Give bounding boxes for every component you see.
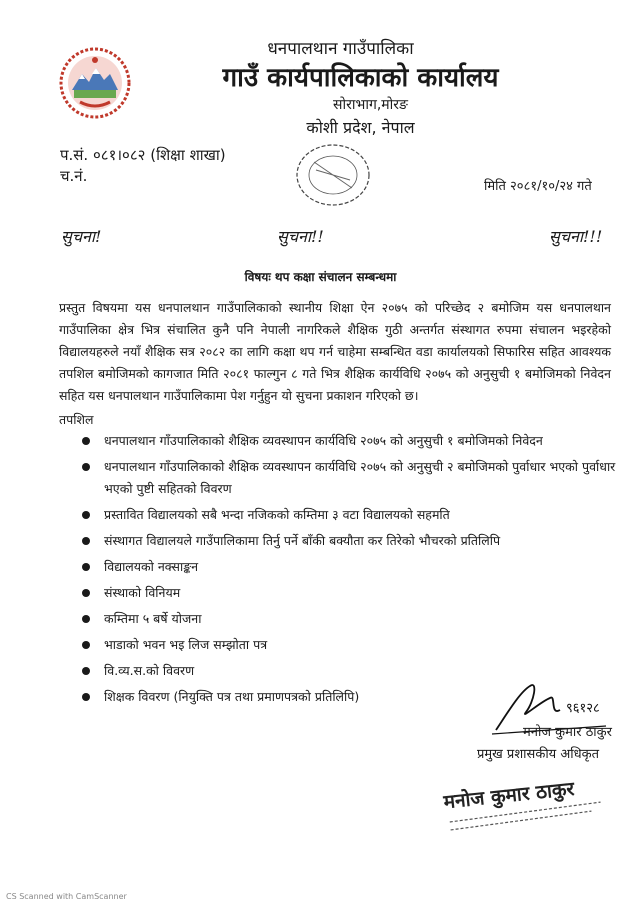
bullet-icon (82, 537, 90, 545)
reference-number: प.सं. ०८१।०८२ (शिक्षा शाखा) (60, 146, 226, 164)
bullet-icon (82, 511, 90, 519)
list-item-text: शिक्षक विवरण (नियुक्ति पत्र तथा प्रमाणपत्रको प्रतिलिपि) (104, 689, 360, 704)
office-seal-icon (292, 140, 374, 210)
notice-heading-3: सुचना!!! (549, 227, 603, 246)
list-item-text: विद्यालयको नक्साङ्कन (104, 559, 199, 574)
bullet-icon (82, 563, 90, 571)
dispatch-number: च.नं. (60, 167, 88, 185)
bullet-icon (82, 693, 90, 701)
stamp-text: मनोज कुमार ठाकुर (442, 777, 576, 814)
list-item-text: संस्थागत विद्यालयले गाउँपालिकामा तिर्नु पर्ने बाँकी बक्यौता कर तिरेको भौचरको प्रतिलिपि (104, 533, 501, 548)
list-item (82, 608, 622, 630)
list-item (82, 582, 622, 604)
scanner-watermark: CS Scanned with CamScanner (6, 892, 127, 901)
list-item (82, 556, 622, 578)
name-stamp (440, 770, 610, 832)
list-item-text: भाडाको भवन भइ लिज सम्झोता पत्र (104, 637, 268, 652)
document-date: मिति २०८१/१०/२४ गते (484, 179, 592, 194)
body-paragraph: प्रस्तुत विषयमा यस धनपालथान गाउँपालिकाको स्थानीय शिक्षा ऐन २०७५ को परिच्छेद २ बमोजिम यस धनपालथान गाउँपालिका क्षेत्र भित्र संचालित कुनै पनि नेपाली नागरिकले शैक्षिक गुठी अन्तर्गत संस्थागत रुपमा संचालन भइरहेको विद्यालयहरुले नयाँ शैक्षिक सत्र २०८२ का लागि कक्षा थप गर्न चाहेमा सम्बन्धित वडा कार्यालयको सिफारिस सहित आवश्यक तपशिल बमोजिमको कागजात मिति २०८१ फाल्गुन ८ गते भित्र शैक्षिक कार्यविधि २०७५ को अनुसुची १ बमोजिमको निवेदन सहित यस धनपालथान गाउँपालिकामा पेश गर्नुहुन यो सुचना प्रकाशन गरिएको छ। (59, 300, 611, 403)
list-item (82, 504, 622, 526)
bullet-icon (82, 641, 90, 649)
notice-heading-2: सुचना!! (277, 227, 324, 246)
bullet-icon (82, 437, 90, 445)
municipality-name: धनपालथान गाउँपालिका (267, 39, 414, 59)
list-item-text: प्रस्तावित विद्यालयको सबै भन्दा नजिकको कम्तिमा ३ वटा विद्यालयको सहमति (104, 507, 450, 522)
notice-heading-1: सुचना! (61, 227, 102, 246)
list-item-text: कम्तिमा ५ बर्षे योजना (104, 611, 202, 626)
list-item-text: संस्थाको विनियम (104, 585, 181, 600)
list-item-text: वि.व्य.स.को विवरण (104, 663, 195, 678)
list-item (82, 634, 622, 656)
bullet-icon (82, 615, 90, 623)
list-item-text: धनपालथान गाँउपालिकाको शैक्षिक व्यवस्थापन कार्यविधि २०७५ को अनुसुची २ बमोजिमको पुर्वाधार भएको पुर्वाधार भएको पुष्टी सहितको विवरण (104, 459, 616, 496)
bullet-icon (82, 463, 90, 471)
subject-line: विषयः थप कक्षा संचालन सम्बन्धमा (244, 270, 397, 284)
requirements-list (82, 430, 622, 712)
list-item (82, 456, 622, 500)
bullet-icon (82, 667, 90, 675)
office-title: गाउँ कार्यपालिकाको कार्यालय (222, 63, 499, 93)
list-item (82, 530, 622, 552)
signatory-name: मनोज कुमार ठाकुर (523, 725, 612, 740)
bullet-icon (82, 589, 90, 597)
list-item-text: धनपालथान गाँउपालिकाको शैक्षिक व्यवस्थापन कार्यविधि २०७५ को अनुसुची १ बमोजिमको निवेदन (104, 433, 543, 448)
details-label: तपशिल (59, 412, 94, 427)
list-item (82, 430, 622, 452)
office-province: कोशी प्रदेश, नेपाल (306, 118, 415, 137)
office-address: सोराभाग,मोरङ (333, 97, 408, 113)
signatory-title: प्रमुख प्रशासकीय अधिकृत (477, 747, 600, 762)
signature-mark: ९६१२८ (566, 701, 600, 716)
